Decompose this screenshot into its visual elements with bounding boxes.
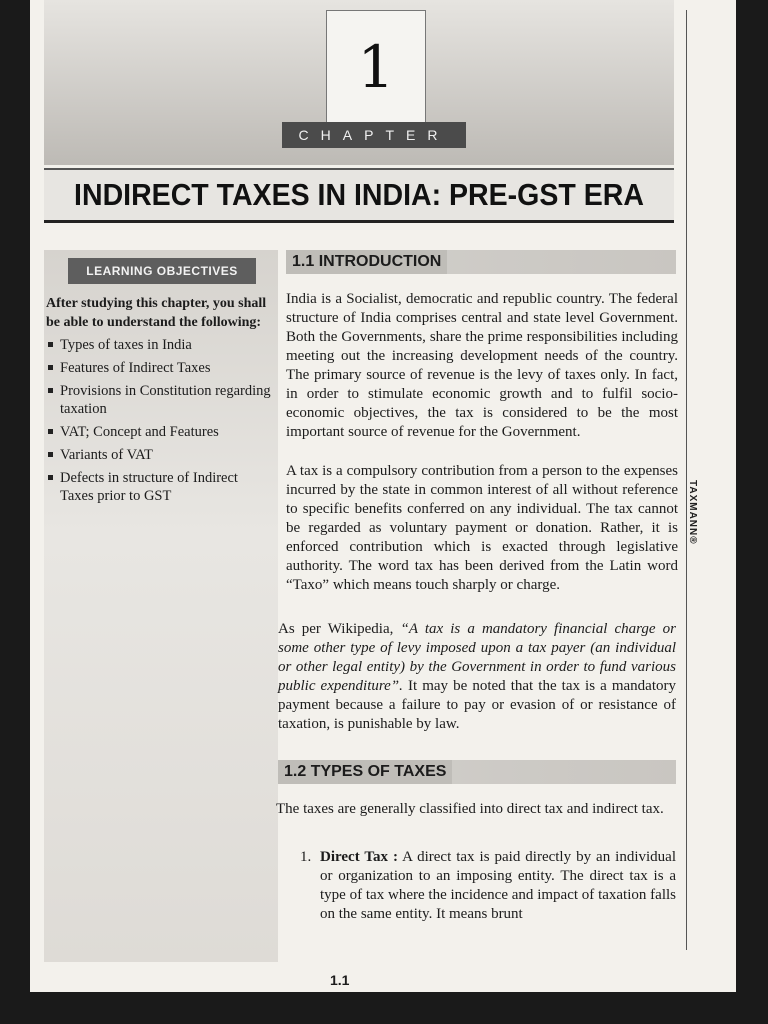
- section-heading-text: 1.1 INTRODUCTION: [286, 250, 447, 274]
- list-item: Features of Indirect Taxes: [46, 359, 274, 377]
- chapter-title-bar: [44, 168, 674, 223]
- list-item: Variants of VAT: [46, 446, 274, 464]
- chapter-label: CHAPTER: [282, 122, 466, 148]
- direct-tax-item: [300, 848, 676, 924]
- item-term: Direct Tax :: [320, 849, 398, 865]
- paragraph-lead: As per Wikipedia,: [278, 621, 401, 637]
- book-page: [30, 0, 736, 992]
- list-item: Provisions in Constitution regarding taxation: [46, 382, 274, 418]
- chapter-banner: [44, 0, 674, 165]
- section-heading-introduction: [286, 250, 676, 274]
- learning-objectives-intro: After studying this chapter, you shall be able to understand the following:: [46, 296, 267, 330]
- learning-objectives-header: LEARNING OBJECTIVES: [68, 258, 256, 284]
- section-heading-types-of-taxes: [278, 760, 676, 784]
- intro-paragraph-3: [278, 620, 676, 734]
- item-number: 1.: [300, 849, 312, 865]
- list-item: VAT; Concept and Features: [46, 423, 274, 441]
- section-heading-text: 1.2 TYPES OF TAXES: [278, 760, 452, 784]
- chapter-title: INDIRECT TAXES IN INDIA: PRE-GST ERA: [74, 177, 644, 212]
- chapter-number: 1: [326, 10, 426, 124]
- publisher-brand: TAXMANN®: [687, 480, 698, 545]
- item-text: A direct tax is paid directly by an individual or organization to an imposing entity. The direct tax is a type of tax where the incidence and impact of taxation falls on the same entity. It means brunt: [320, 849, 676, 922]
- list-item: Types of taxes in India: [46, 336, 274, 354]
- wikipedia-quote: “A tax is a mandatory financial charge or some other type of levy imposed upon a tax payer (an individual or other legal entity) by the Government in order to fund various public expenditure”.: [278, 621, 676, 694]
- intro-paragraph-2: A tax is a compulsory contribution from a person to the expenses incurred by the state in common interest of all without reference to specific benefits conferred on any individual. The tax cannot be regarded as voluntary payment or donation. Rather, it is enforced contribution which is exacted through legislative authority. The word tax has been derived from the Latin word “Taxo” which means touch sharply or charge.: [286, 463, 678, 593]
- page-number: 1.1: [330, 972, 350, 988]
- list-item: Defects in structure of Indirect Taxes prior to GST: [46, 469, 274, 505]
- intro-paragraph-1: India is a Socialist, democratic and republic country. The federal structure of India comprises central and state level Government. Both the Governments, share the prime responsibilities including meeting out the increasing development needs of the country. The primary source of revenue is the levy of taxes only. In fact, in order to stimulate economic growth and to fulfil socio-economic objectives, the tax is considered to be the most important source of revenue for the Government.: [286, 291, 678, 440]
- types-paragraph-1: The taxes are generally classified into direct tax and indirect tax.: [276, 801, 664, 817]
- learning-objectives-list: [46, 336, 274, 510]
- learning-objectives-panel: [44, 250, 278, 962]
- paragraph-tail: It may be noted that the tax is a mandatory payment because a failure to pay or evasion of or resistance of taxation, is punishable by law.: [278, 678, 676, 732]
